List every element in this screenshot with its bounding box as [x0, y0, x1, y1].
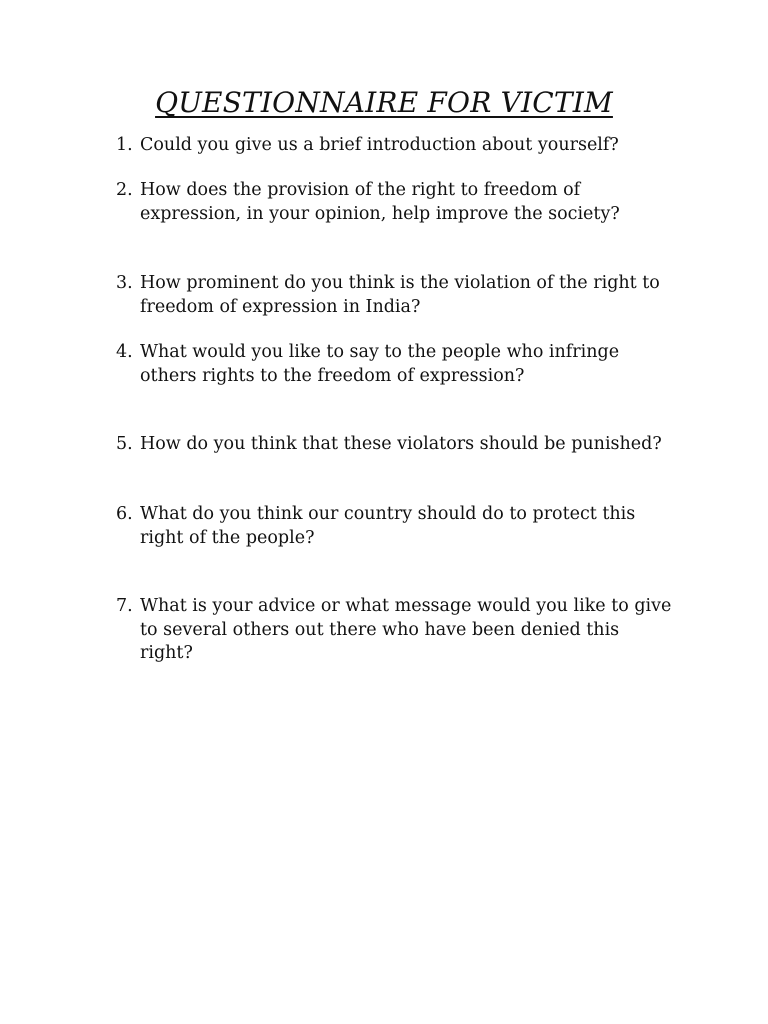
- question-item-5: [116, 433, 676, 457]
- question-item-4: [116, 341, 676, 388]
- question-number: 5.: [116, 434, 133, 454]
- question-number: 4.: [116, 342, 133, 362]
- question-text: Could you give us a brief introduction about yourself?: [140, 135, 619, 155]
- question-number: 7.: [116, 596, 133, 616]
- question-item-3: [116, 272, 676, 319]
- question-item-6: [116, 503, 676, 550]
- question-number: 6.: [116, 504, 133, 524]
- question-text: How do you think that these violators should be punished?: [140, 434, 662, 454]
- question-text: How prominent do you think is the violation of the right to freedom of expression in India?: [140, 273, 660, 317]
- question-item-2: [116, 179, 676, 226]
- question-number: 3.: [116, 273, 133, 293]
- question-item-1: [116, 134, 676, 158]
- question-text: What would you like to say to the people who infringe others rights to the freedom of expression?: [140, 342, 620, 386]
- question-number: 1.: [116, 135, 133, 155]
- question-number: 2.: [116, 180, 133, 200]
- page-title: QUESTIONNAIRE FOR VICTIM: [155, 86, 613, 119]
- question-text: What is your advice or what message would you like to give to several others out there who have been denied this right?: [140, 596, 672, 663]
- question-text: How does the provision of the right to freedom of expression, in your opinion, help improve the society?: [140, 180, 620, 224]
- question-text: What do you think our country should do to protect this right of the people?: [140, 504, 636, 548]
- question-item-7: [116, 595, 676, 666]
